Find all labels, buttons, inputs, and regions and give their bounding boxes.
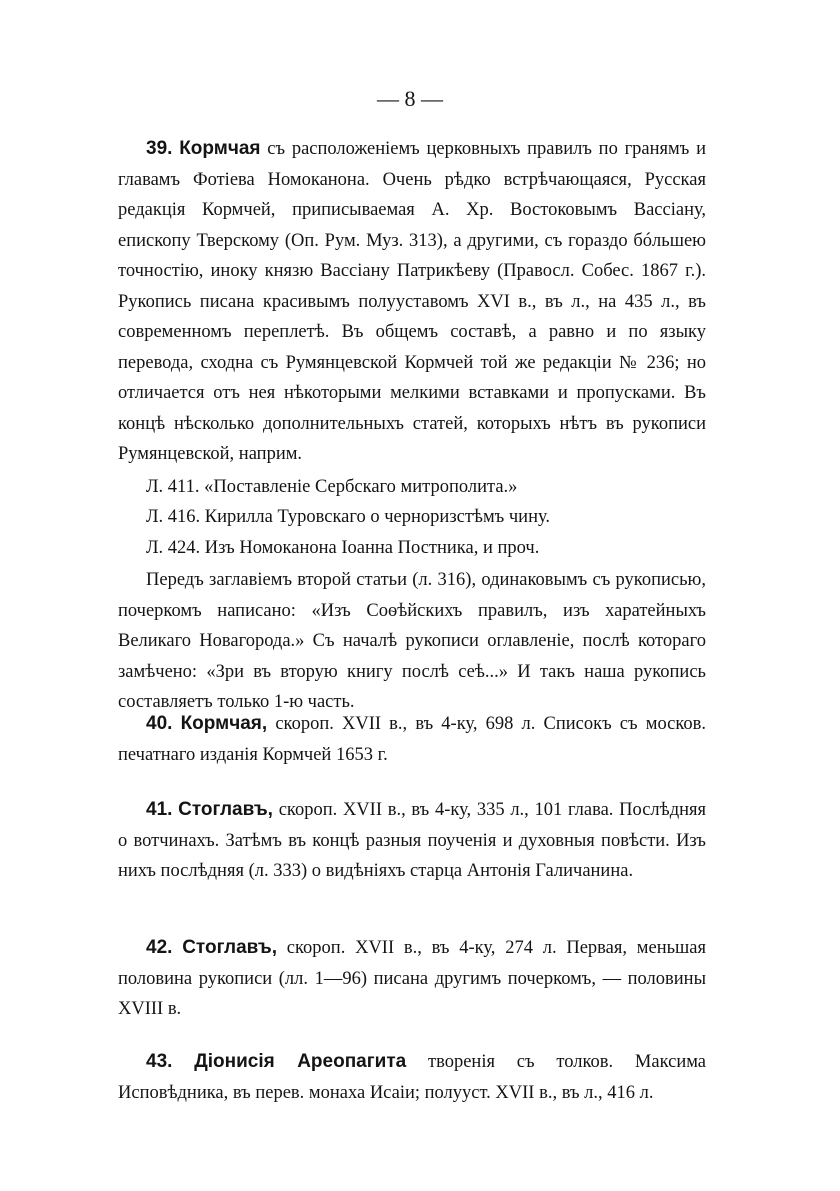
entry-43 <box>118 1047 706 1108</box>
entry-39-note: Передъ заглавіемъ второй статьи (л. 316), одинаковымъ съ рукописью, почеркомъ написано: «Изъ Соѳѣйскихъ правилъ, изъ харатейныхъ Великаго Новагорода.» Съ началѣ рукописи оглавленіе, послѣ котораго замѣчено: «Зри въ вторую книгу послѣ сеѣ...» И такъ наша рукопись составляетъ только 1-ю часть. <box>118 570 706 712</box>
entry-40 <box>118 709 706 770</box>
entry-43-paragraph <box>118 1047 706 1108</box>
entry-title: Стоглавъ, <box>182 937 277 958</box>
entry-text: творенія съ толков. Максима Исповѣдника, въ перев. монаха Исаіи; полууст. XVII в., въ л., 416 л. <box>118 1052 707 1103</box>
article-item: Л. 416. Кирилла Туровскаго о черноризстѣмъ чину. <box>146 507 550 527</box>
article-item: Л. 411. «Поставленіе Сербскаго митрополита.» <box>146 476 518 497</box>
entry-text: съ расположеніемъ церковныхъ правилъ по гранямъ и главамъ Фотіева Номоканона. Очень рѣдко встрѣчающаяся, Русская редакція Кормчей, приписываемая А. Хр. Востоковымъ Вассіану, епископу Тверскому (Оп. Рум. Муз. 313), а другими, съ гораздо бóльшею точностію, иноку князю Вассіану Патрикѣеву (Правосл. Собес. 1867 г.). Рукопись писана красивымъ полууставомъ XVI в., въ л., на 435 л., въ современномъ переплетѣ. Въ общемъ составѣ, а равно и по языку перевода, сходна съ Румянцевской Кормчей той же редакціи № 236; но отличается отъ нея нѣкоторыми мелкими вставками и пропусками. Въ концѣ нѣсколько дополнительныхъ статей, которыхъ нѣтъ въ рукописи Румянцевской, наприм. <box>118 139 707 464</box>
entry-number: 39. <box>146 138 173 159</box>
entry-40-paragraph <box>118 709 706 770</box>
entry-number: 40. <box>146 713 173 734</box>
article-item: Л. 424. Изъ Номоканона Іоанна Постника, и проч. <box>146 537 540 558</box>
entry-title: Кормчая, <box>180 713 268 734</box>
entry-39-article-list <box>118 472 706 564</box>
entry-text: скороп. XVII в., въ 4-ку, 698 л. Списокъ съ москов. печатнаго изданія Кормчей 1653 г. <box>118 714 707 765</box>
entry-title: Стоглавъ, <box>178 799 273 820</box>
entry-title: Кормчая <box>179 138 261 159</box>
entry-text: скороп. XVII в., въ 4-ку, 335 л., 101 глава. Послѣдняя о вотчинахъ. Затѣмъ въ концѣ разныя поученія и духовныя повѣсти. Изъ нихъ послѣдняя (л. 333) о видѣніяхъ старца Антонія Галичанина. <box>118 800 707 881</box>
entry-42 <box>118 933 706 1025</box>
entry-41-paragraph <box>118 795 706 887</box>
entry-number: 41. <box>146 799 173 820</box>
entry-41 <box>118 795 706 887</box>
entry-39-paragraph <box>118 134 706 470</box>
entry-text: скороп. XVII в., въ 4-ку, 274 л. Первая, меньшая половина рукописи (лл. 1—96) писана другимъ почеркомъ, — половины XVIII в. <box>118 938 707 1019</box>
page-number: — 8 — <box>377 86 443 111</box>
entry-42-paragraph <box>118 933 706 1025</box>
entry-title: Діонисія Ареопагита <box>194 1051 407 1072</box>
entry-number: 42. <box>146 937 173 958</box>
entry-number: 43. <box>146 1051 173 1072</box>
entry-39 <box>118 134 706 718</box>
